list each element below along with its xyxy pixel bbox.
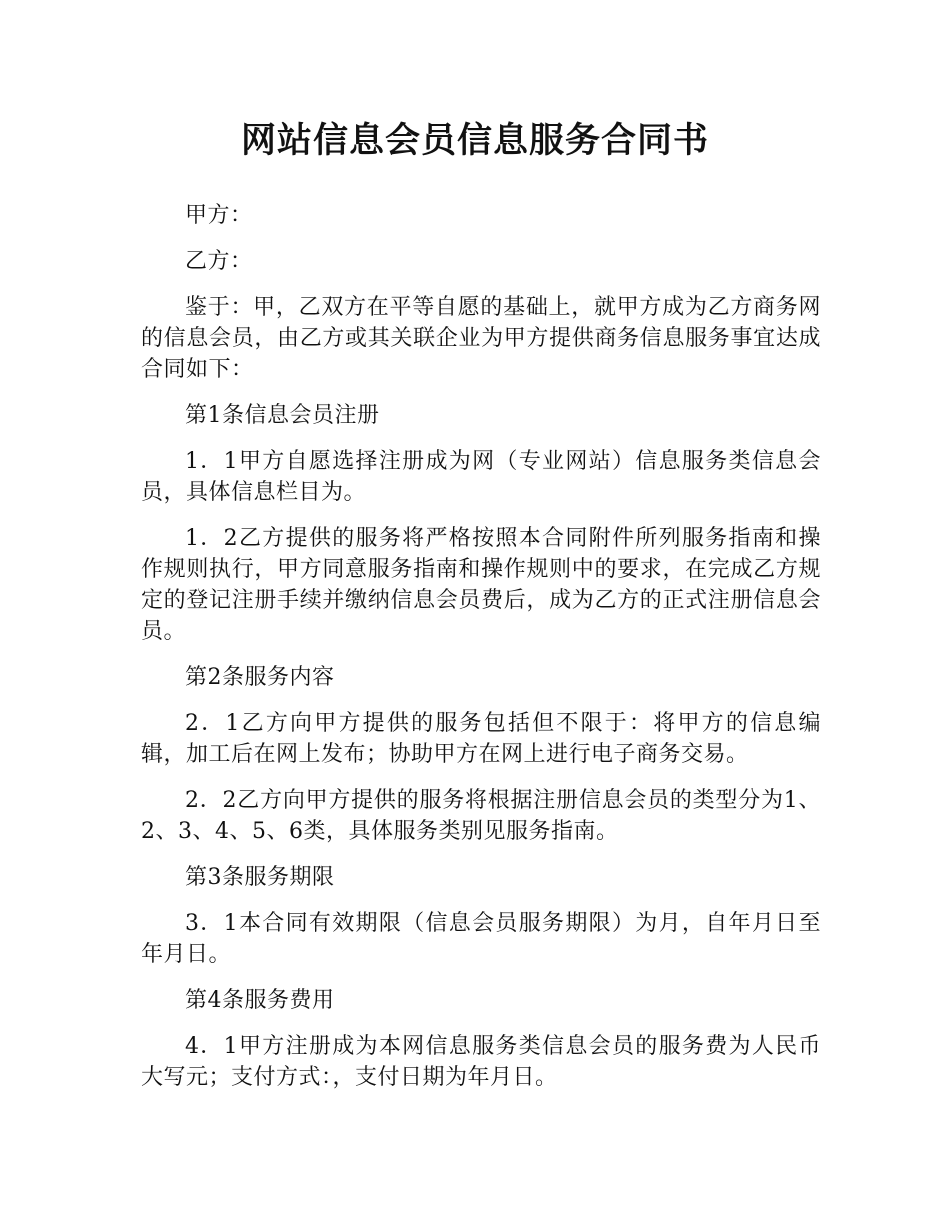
- document-title: 网站信息会员信息服务合同书: [240, 121, 709, 161]
- clause-2-2: 2．2乙方向甲方提供的服务将根据注册信息会员的类型分为1、2、3、4、5、6类，具体服务类别见服务指南。: [141, 788, 821, 844]
- clause-2-1: 2．1乙方向甲方提供的服务包括但不限于：将甲方的信息编辑，加工后在网上发布；协助甲方在网上进行电子商务交易。: [141, 711, 821, 767]
- preamble-paragraph: 鉴于：甲，乙双方在平等自愿的基础上，就甲方成为乙方商务网的信息会员，由乙方或其关联企业为甲方提供商务信息服务事宜达成合同如下：: [141, 295, 821, 382]
- document-body: [141, 200, 821, 1108]
- article-2-heading: 第2条服务内容: [185, 665, 335, 690]
- party-b-line: 乙方：: [185, 249, 253, 274]
- clause-1-2: 1．2乙方提供的服务将严格按照本合同附件所列服务指南和操作规则执行，甲方同意服务指南和操作规则中的要求，在完成乙方规定的登记注册手续并缴纳信息会员费后，成为乙方的正式注册信息会员。: [141, 526, 821, 644]
- party-a-line: 甲方：: [185, 203, 253, 228]
- clause-1-1: 1．1甲方自愿选择注册成为网（专业网站）信息服务类信息会员，具体信息栏目为。: [141, 449, 821, 505]
- article-4-heading: 第4条服务费用: [185, 988, 335, 1013]
- clause-3-1: 3．1本合同有效期限（信息会员服务期限）为月，自年月日至年月日。: [141, 911, 821, 967]
- article-3-heading: 第3条服务期限: [185, 865, 335, 890]
- article-1-heading: 第1条信息会员注册: [185, 403, 380, 428]
- clause-4-1: 4．1甲方注册成为本网信息服务类信息会员的服务费为人民币大写元；支付方式：，支付日期为年月日。: [141, 1034, 821, 1090]
